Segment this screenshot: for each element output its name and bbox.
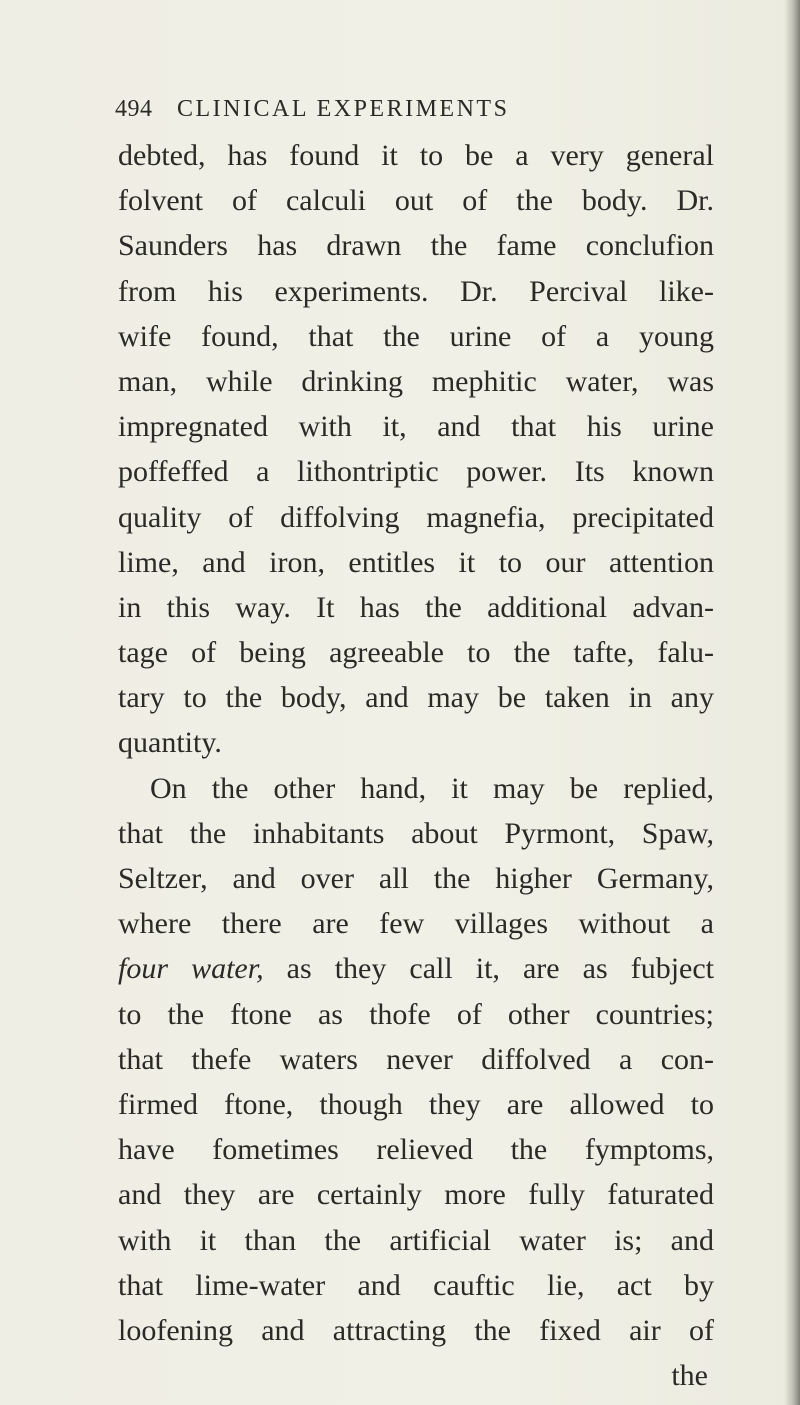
paragraph-start-line: On the other hand, it may be replied, [150, 771, 714, 805]
text-line: debted, has found it to be a very general [118, 139, 714, 172]
text-line: tary to the body, and may be taken in any [118, 681, 714, 715]
text-line: Saunders has drawn the fame conclufion [118, 229, 714, 263]
page-number: 494 [115, 96, 153, 122]
running-title: CLINICAL EXPERIMENTS [177, 96, 510, 122]
text-line: Seltzer, and over all the higher Germany, [118, 862, 714, 895]
text-line: have fometimes relieved the fymptoms, [118, 1133, 714, 1167]
running-header [115, 96, 675, 136]
text-line: that the inhabitants about Pyrmont, Spaw, [118, 816, 714, 850]
text-line: from his experiments. Dr. Percival like- [118, 274, 714, 308]
text-line: folvent of calculi out of the body. Dr. [118, 184, 714, 218]
text-line: tage of being agreeable to the tafte, falu- [118, 636, 714, 670]
text-line: to the ftone as thofe of other countries; [118, 997, 714, 1031]
text-line-with-italic [118, 946, 714, 991]
text-line: man, while drinking mephitic water, was [118, 364, 714, 398]
catchword: the [671, 1359, 708, 1393]
text-line: with it than the artificial water is; and [118, 1223, 714, 1257]
text-line: in this way. It has the additional advan- [118, 590, 714, 624]
body-text [118, 133, 714, 1398]
italic-phrase: four water, [118, 952, 264, 986]
line-remainder: as they call it, are as fubject [286, 952, 714, 986]
text-line: poffeffed a lithontriptic power. Its known [118, 455, 714, 489]
text-line: loofening and attracting the fixed air of [118, 1313, 714, 1347]
text-line: quantity. [118, 726, 222, 760]
page-edge-shadow [784, 0, 800, 1405]
text-line: that lime-water and cauftic lie, act by [118, 1268, 714, 1302]
text-line: lime, and iron, entitles it to our attention [118, 545, 714, 579]
text-line: wife found, that the urine of a young [118, 319, 714, 353]
text-line: that thefe waters never diffolved a con- [118, 1042, 714, 1076]
text-line: impregnated with it, and that his urine [118, 410, 714, 444]
text-line: quality of diffolving magnefia, precipitated [118, 500, 714, 534]
text-line: and they are certainly more fully faturated [118, 1178, 714, 1212]
text-line: firmed ftone, though they are allowed to [118, 1087, 714, 1121]
text-line: where there are few villages without a [118, 907, 714, 941]
